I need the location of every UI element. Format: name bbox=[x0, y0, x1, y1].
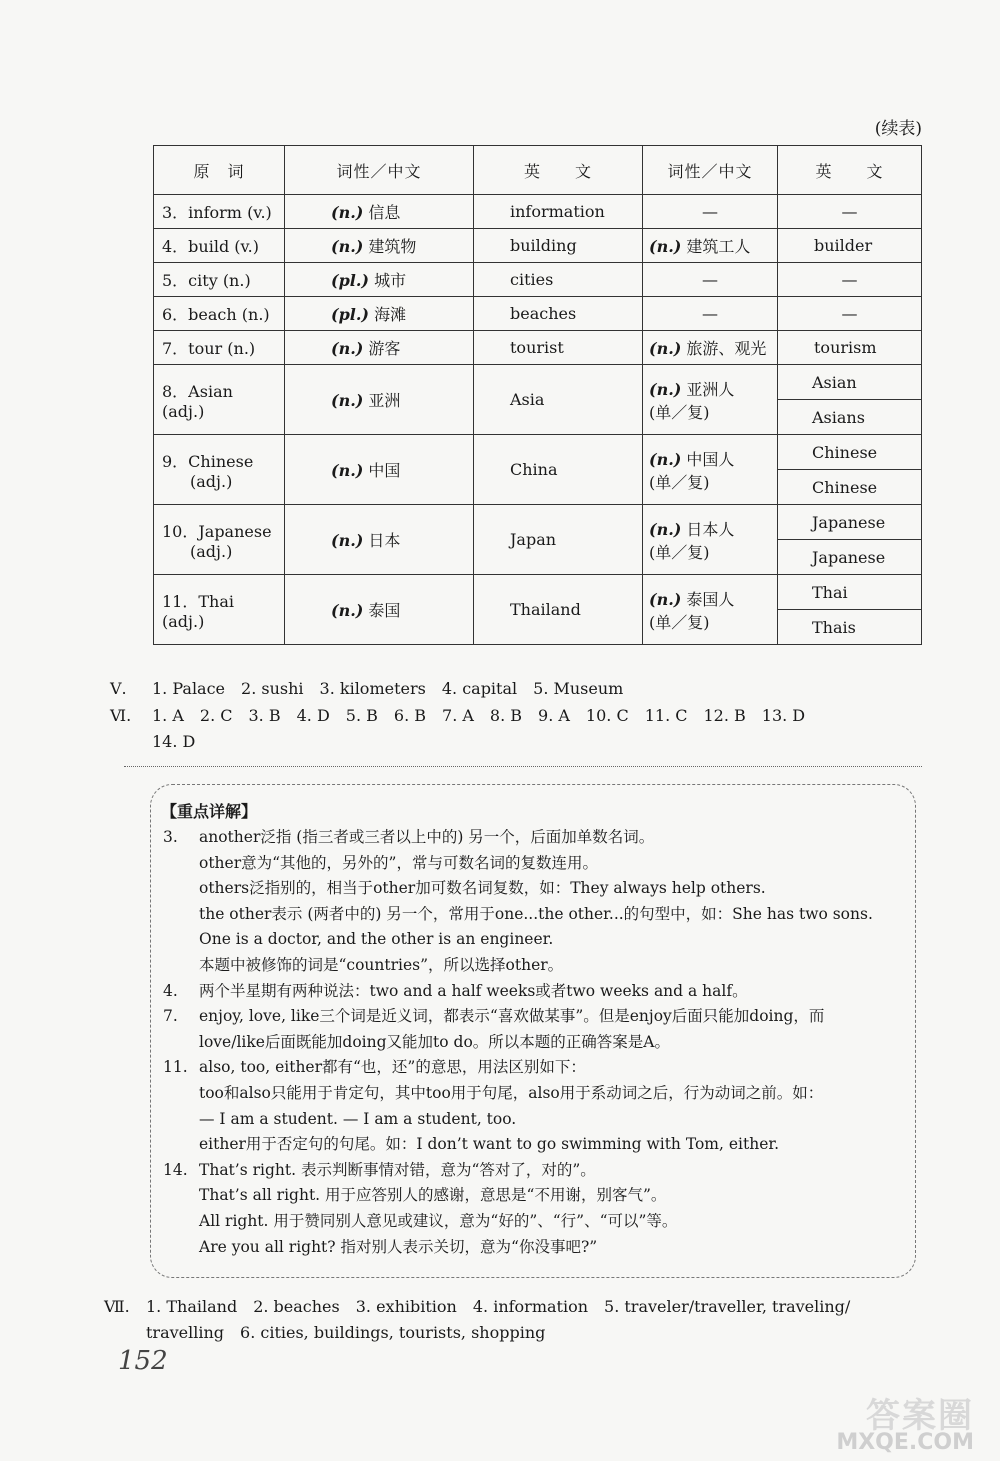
table-row bbox=[154, 575, 922, 610]
cell-english-1: beaches bbox=[474, 297, 643, 331]
empty-dash: — bbox=[702, 202, 718, 221]
table-body bbox=[154, 195, 922, 645]
cell-pos-cn-1 bbox=[285, 263, 474, 297]
cell-original bbox=[154, 505, 285, 575]
cell-english-2: — bbox=[778, 263, 922, 297]
cell-original bbox=[154, 263, 285, 297]
col-header-original: 原 词 bbox=[154, 146, 285, 195]
chinese-meaning: 泰国 bbox=[363, 601, 401, 620]
cell-english-2: builder bbox=[778, 229, 922, 263]
section-label-v: Ⅴ. bbox=[110, 679, 127, 698]
pos-tag: (n.) bbox=[331, 339, 364, 358]
cell-pos-cn-2 bbox=[643, 229, 778, 263]
cell-pos-cn-2 bbox=[643, 331, 778, 365]
explanation-line: That’s right. 表示判断事情对错，意为“答对了，对的”。 bbox=[199, 1160, 596, 1179]
cell-pos-cn-2 bbox=[643, 297, 778, 331]
explanation-line: enjoy, love, like三个词是近义词，都表示“喜欢做某事”。但是enjoy后面只能加doing，而 bbox=[199, 1007, 825, 1026]
original-word: 3．inform (v.) bbox=[162, 203, 272, 222]
cell-english-1: cities bbox=[474, 263, 643, 297]
cell-pos-cn-1 bbox=[285, 297, 474, 331]
explanation-line: either用于否定句的句尾。如：I don’t want to go swimming with Tom, either. bbox=[199, 1135, 780, 1154]
cell-english-2: Japanese bbox=[778, 540, 922, 575]
cell-pos-cn-1 bbox=[285, 505, 474, 575]
explanation-number: 7. bbox=[163, 1007, 178, 1026]
cell-original bbox=[154, 331, 285, 365]
watermark-url: MXQE.COM bbox=[836, 1430, 974, 1455]
table-row bbox=[154, 195, 922, 229]
explanation-item bbox=[163, 1055, 913, 1157]
original-word: 8．Asian (adj.) bbox=[162, 381, 233, 421]
cell-pos-cn-2 bbox=[643, 365, 778, 435]
explanation-line: love/like后面既能加doing又能加to do。所以本题的正确答案是A。 bbox=[199, 1032, 670, 1051]
chinese-meaning: 亚洲人 bbox=[681, 379, 735, 399]
explanation-item bbox=[163, 825, 913, 979]
original-word: 6．beach (n.) bbox=[162, 305, 270, 324]
explanation-item bbox=[163, 1004, 913, 1055]
explanation-line: One is a doctor, and the other is an engineer. bbox=[199, 930, 554, 949]
table-header-row bbox=[154, 146, 922, 195]
dotted-divider bbox=[124, 766, 922, 767]
cell-original bbox=[154, 575, 285, 645]
page-number: 152 bbox=[118, 1346, 168, 1376]
explanation-item bbox=[163, 1158, 913, 1260]
pos-tag: (n.) bbox=[331, 461, 364, 480]
chinese-meaning: 日本人 bbox=[681, 519, 735, 539]
col-header-english-2: 英 文 bbox=[778, 146, 922, 195]
pos-tag: (n.) bbox=[331, 531, 364, 550]
explanation-line: All right. 用于赞同别人意见或建议，意为“好的”、“行”、“可以”等。 bbox=[199, 1211, 678, 1230]
explanation-line: — I am a student. — I am a student, too. bbox=[199, 1109, 517, 1128]
pos-tag: (n.) bbox=[649, 519, 682, 539]
cell-english-2: tourism bbox=[778, 331, 922, 365]
chinese-meaning: 中国 bbox=[363, 461, 401, 480]
answers-vii-cont: travelling 6. cities, buildings, tourists, shopping bbox=[146, 1323, 546, 1342]
cell-english-2: Asians bbox=[778, 400, 922, 435]
table-row bbox=[154, 297, 922, 331]
watermark-logo: 答案圈 bbox=[866, 1396, 974, 1436]
number-note: (单／复) bbox=[649, 402, 710, 422]
pos-tag: (n.) bbox=[331, 601, 364, 620]
pos-tag: (n.) bbox=[331, 203, 364, 222]
explanation-line: 本题中被修饰的词是“countries”，所以选择other。 bbox=[199, 955, 564, 974]
answers-v: 1. Palace 2. sushi 3. kilometers 4. capital 5. Museum bbox=[152, 679, 624, 698]
continued-label: (续表) bbox=[874, 119, 922, 139]
chinese-meaning: 泰国人 bbox=[681, 589, 735, 609]
original-word-pos: (adj.) bbox=[190, 471, 233, 491]
original-word: 9．Chinese bbox=[162, 451, 254, 471]
chinese-meaning: 游客 bbox=[363, 339, 401, 358]
original-word-pos: (adj.) bbox=[190, 541, 233, 561]
cell-pos-cn-1 bbox=[285, 435, 474, 505]
cell-english-1: tourist bbox=[474, 331, 643, 365]
number-note: (单／复) bbox=[649, 472, 710, 492]
answer-line-vi bbox=[110, 703, 805, 755]
pos-tag: (n.) bbox=[331, 391, 364, 410]
cell-english-2: Thai bbox=[778, 575, 922, 610]
original-word: 7．tour (n.) bbox=[162, 339, 256, 358]
cell-english-2: Chinese bbox=[778, 470, 922, 505]
original-word: 11．Thai (adj.) bbox=[162, 591, 234, 631]
cell-english-2: — bbox=[778, 195, 922, 229]
cell-pos-cn-1 bbox=[285, 331, 474, 365]
chinese-meaning: 亚洲 bbox=[363, 391, 401, 410]
explanation-line: too和also只能用于肯定句，其中too用于句尾，also用于系动词之后，行为动词之前。如： bbox=[199, 1083, 824, 1102]
cell-pos-cn-2 bbox=[643, 505, 778, 575]
cell-pos-cn-1 bbox=[285, 229, 474, 263]
cell-original bbox=[154, 435, 285, 505]
explanation-title: 【重点详解】 bbox=[161, 802, 258, 821]
chinese-meaning: 旅游、观光 bbox=[681, 339, 767, 358]
explanation-number: 14. bbox=[163, 1160, 188, 1179]
empty-dash: — bbox=[702, 270, 718, 289]
explanation-number: 3. bbox=[163, 828, 178, 846]
original-word: 10．Japanese bbox=[162, 521, 272, 541]
section-label-vii: Ⅶ. bbox=[104, 1297, 130, 1316]
chinese-meaning: 建筑物 bbox=[363, 237, 417, 256]
original-word: 4．build (v.) bbox=[162, 237, 260, 256]
table-row bbox=[154, 229, 922, 263]
cell-pos-cn-2 bbox=[643, 435, 778, 505]
explanation-line: others泛指别的，相当于other加可数名词复数，如：They always help others. bbox=[199, 879, 766, 898]
pos-tag: (n.) bbox=[649, 379, 682, 399]
cell-pos-cn-2 bbox=[643, 575, 778, 645]
explanation-list bbox=[163, 825, 913, 1260]
cell-english-2: — bbox=[778, 297, 922, 331]
original-word: 5．city (n.) bbox=[162, 271, 251, 290]
cell-pos-cn-1 bbox=[285, 195, 474, 229]
cell-english-2: Chinese bbox=[778, 435, 922, 470]
chinese-meaning: 海滩 bbox=[368, 305, 407, 324]
cell-original bbox=[154, 365, 285, 435]
chinese-meaning: 信息 bbox=[363, 203, 401, 222]
cell-original bbox=[154, 229, 285, 263]
cell-english-2: Asian bbox=[778, 365, 922, 400]
explanation-box bbox=[150, 784, 916, 1278]
cell-english-1: Asia bbox=[474, 365, 643, 435]
col-header-english-1: 英 文 bbox=[474, 146, 643, 195]
answers-vi-cont: 14. D bbox=[152, 732, 196, 751]
number-note: (单／复) bbox=[649, 612, 710, 632]
pos-tag: (n.) bbox=[649, 589, 682, 609]
cell-english-2: Thais bbox=[778, 610, 922, 645]
explanation-line: Are you all right? 指对别人表示关切，意为“你没事吧?” bbox=[199, 1237, 598, 1256]
cell-pos-cn-2 bbox=[643, 263, 778, 297]
cell-english-1: China bbox=[474, 435, 643, 505]
pos-tag: (pl.) bbox=[331, 305, 369, 324]
cell-english-1: information bbox=[474, 195, 643, 229]
table-row bbox=[154, 263, 922, 297]
number-note: (单／复) bbox=[649, 542, 710, 562]
pos-tag: (n.) bbox=[331, 237, 364, 256]
chinese-meaning: 建筑工人 bbox=[681, 237, 751, 256]
cell-pos-cn-2 bbox=[643, 195, 778, 229]
answers-vii: 1. Thailand 2. beaches 3. exhibition 4. information 5. traveler/traveller, traveling/ bbox=[146, 1297, 851, 1316]
table-row bbox=[154, 365, 922, 400]
section-label-vi: Ⅵ. bbox=[110, 706, 132, 725]
cell-pos-cn-1 bbox=[285, 575, 474, 645]
pos-tag: (pl.) bbox=[331, 271, 369, 290]
pos-tag: (n.) bbox=[649, 237, 682, 256]
cell-english-1: building bbox=[474, 229, 643, 263]
vocab-table bbox=[153, 145, 922, 645]
explanation-number: 11. bbox=[163, 1058, 188, 1077]
explanation-line: 两个半星期有两种说法：two and a half weeks或者two weeks and a half。 bbox=[199, 981, 748, 1000]
pos-tag: (n.) bbox=[649, 339, 682, 358]
col-header-pos-cn-1: 词性／中文 bbox=[285, 146, 474, 195]
cell-original bbox=[154, 195, 285, 229]
chinese-meaning: 日本 bbox=[363, 531, 401, 550]
answer-line-vii bbox=[104, 1294, 850, 1346]
explanation-line: also, too, either都有“也，还”的意思，用法区别如下： bbox=[199, 1058, 586, 1077]
table-row bbox=[154, 331, 922, 365]
cell-english-1: Japan bbox=[474, 505, 643, 575]
explanation-number: 4. bbox=[163, 981, 178, 1000]
explanation-line: other意为“其他的，另外的”，常与可数名词的复数连用。 bbox=[199, 853, 598, 872]
empty-dash: — bbox=[702, 304, 718, 323]
col-header-pos-cn-2: 词性／中文 bbox=[643, 146, 778, 195]
table-row bbox=[154, 435, 922, 470]
cell-english-1: Thailand bbox=[474, 575, 643, 645]
pos-tag: (n.) bbox=[649, 449, 682, 469]
cell-pos-cn-1 bbox=[285, 365, 474, 435]
table-row bbox=[154, 505, 922, 540]
explanation-item bbox=[163, 979, 913, 1005]
explanation-line: That’s all right. 用于应答别人的感谢，意思是“不用谢，别客气”。 bbox=[199, 1186, 667, 1205]
chinese-meaning: 中国人 bbox=[681, 449, 735, 469]
answer-line-v bbox=[110, 676, 623, 702]
chinese-meaning: 城市 bbox=[368, 271, 407, 290]
explanation-line: the other表示 (两者中的) 另一个，常用于one...the other...的句型中，如：She has two sons. bbox=[199, 904, 873, 923]
cell-original bbox=[154, 297, 285, 331]
answers-vi: 1. A 2. C 3. B 4. D 5. B 6. B 7. A 8. B 9. A 10. C 11. C 12. B 13. D bbox=[152, 706, 806, 725]
explanation-line: another泛指 (指三者或三者以上中的) 另一个，后面加单数名词。 bbox=[199, 828, 655, 846]
cell-english-2: Japanese bbox=[778, 505, 922, 540]
